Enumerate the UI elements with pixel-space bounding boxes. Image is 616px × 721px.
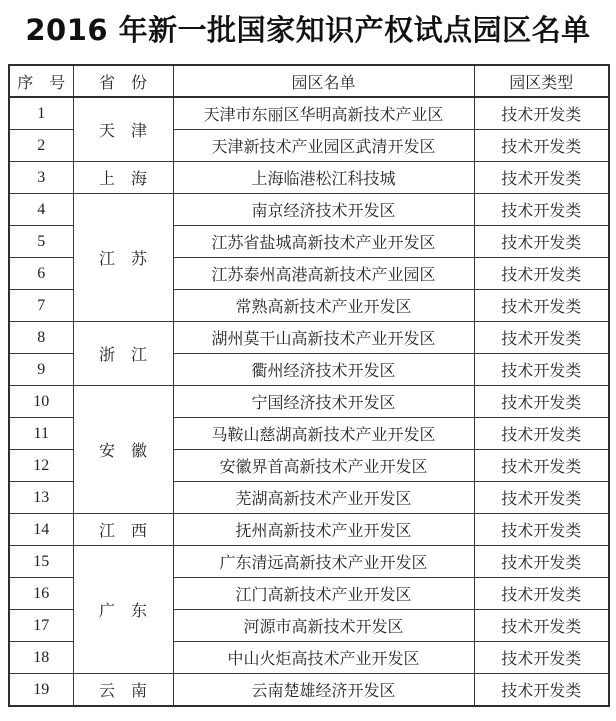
table-row — [9, 546, 609, 578]
park-cell: 安徽界首高新技术产业开发区 — [173, 450, 474, 482]
park-cell: 河源市高新技术开发区 — [173, 610, 474, 642]
province-cell: 江 苏 — [73, 194, 173, 322]
table-row — [9, 194, 609, 226]
type-cell: 技术开发类 — [474, 354, 609, 386]
serial-cell: 17 — [9, 610, 73, 642]
serial-cell: 19 — [9, 674, 73, 707]
type-cell: 技术开发类 — [474, 450, 609, 482]
park-cell: 常熟高新技术产业开发区 — [173, 290, 474, 322]
park-cell: 湖州莫干山高新技术产业开发区 — [173, 322, 474, 354]
park-cell: 江苏泰州高港高新技术产业园区 — [173, 258, 474, 290]
header-park-name: 园区名单 — [173, 65, 474, 97]
type-cell: 技术开发类 — [474, 258, 609, 290]
park-cell: 马鞍山慈湖高新技术产业开发区 — [173, 418, 474, 450]
serial-cell: 16 — [9, 578, 73, 610]
type-cell: 技术开发类 — [474, 290, 609, 322]
type-cell: 技术开发类 — [474, 546, 609, 578]
serial-cell: 11 — [9, 418, 73, 450]
table-row — [9, 386, 609, 418]
type-cell: 技术开发类 — [474, 610, 609, 642]
serial-cell: 9 — [9, 354, 73, 386]
province-cell: 安 徽 — [73, 386, 173, 514]
province-cell: 天 津 — [73, 97, 173, 162]
park-cell: 中山火炬高技术产业开发区 — [173, 642, 474, 674]
page-title: 2016 年新一批国家知识产权试点园区名单 — [25, 13, 591, 47]
province-cell: 上 海 — [73, 162, 173, 194]
province-cell: 江 西 — [73, 514, 173, 546]
park-cell: 衢州经济技术开发区 — [173, 354, 474, 386]
park-cell: 天津市东丽区华明高新技术产业区 — [173, 97, 474, 130]
header-serial-number: 序 号 — [9, 65, 73, 97]
type-cell: 技术开发类 — [474, 130, 609, 162]
serial-cell: 10 — [9, 386, 73, 418]
table-row — [9, 322, 609, 354]
serial-cell: 13 — [9, 482, 73, 514]
park-cell: 广东清远高新技术产业开发区 — [173, 546, 474, 578]
park-cell: 宁国经济技术开发区 — [173, 386, 474, 418]
serial-cell: 5 — [9, 226, 73, 258]
park-cell: 南京经济技术开发区 — [173, 194, 474, 226]
province-cell: 云 南 — [73, 674, 173, 707]
type-cell: 技术开发类 — [474, 194, 609, 226]
park-cell: 上海临港松江科技城 — [173, 162, 474, 194]
header-park-type: 园区类型 — [474, 65, 609, 97]
serial-cell: 18 — [9, 642, 73, 674]
type-cell: 技术开发类 — [474, 162, 609, 194]
header-province: 省 份 — [73, 65, 173, 97]
parks-table — [8, 64, 610, 707]
park-cell: 云南楚雄经济开发区 — [173, 674, 474, 707]
serial-cell: 14 — [9, 514, 73, 546]
table-header-row — [9, 65, 609, 97]
type-cell: 技术开发类 — [474, 514, 609, 546]
park-cell: 江苏省盐城高新技术产业开发区 — [173, 226, 474, 258]
province-cell: 广 东 — [73, 546, 173, 674]
serial-cell: 12 — [9, 450, 73, 482]
park-cell: 天津新技术产业园区武清开发区 — [173, 130, 474, 162]
type-cell: 技术开发类 — [474, 386, 609, 418]
serial-cell: 15 — [9, 546, 73, 578]
park-cell: 芜湖高新技术产业开发区 — [173, 482, 474, 514]
table-row — [9, 97, 609, 130]
serial-cell: 2 — [9, 130, 73, 162]
serial-cell: 7 — [9, 290, 73, 322]
province-cell: 浙 江 — [73, 322, 173, 386]
serial-cell: 8 — [9, 322, 73, 354]
type-cell: 技术开发类 — [474, 578, 609, 610]
serial-cell: 3 — [9, 162, 73, 194]
table-row — [9, 514, 609, 546]
type-cell: 技术开发类 — [474, 674, 609, 707]
type-cell: 技术开发类 — [474, 97, 609, 130]
table-row — [9, 674, 609, 707]
type-cell: 技术开发类 — [474, 226, 609, 258]
table-row — [9, 162, 609, 194]
park-cell: 江门高新技术产业开发区 — [173, 578, 474, 610]
park-cell: 抚州高新技术产业开发区 — [173, 514, 474, 546]
type-cell: 技术开发类 — [474, 322, 609, 354]
type-cell: 技术开发类 — [474, 418, 609, 450]
serial-cell: 4 — [9, 194, 73, 226]
type-cell: 技术开发类 — [474, 482, 609, 514]
type-cell: 技术开发类 — [474, 642, 609, 674]
serial-cell: 6 — [9, 258, 73, 290]
serial-cell: 1 — [9, 97, 73, 130]
